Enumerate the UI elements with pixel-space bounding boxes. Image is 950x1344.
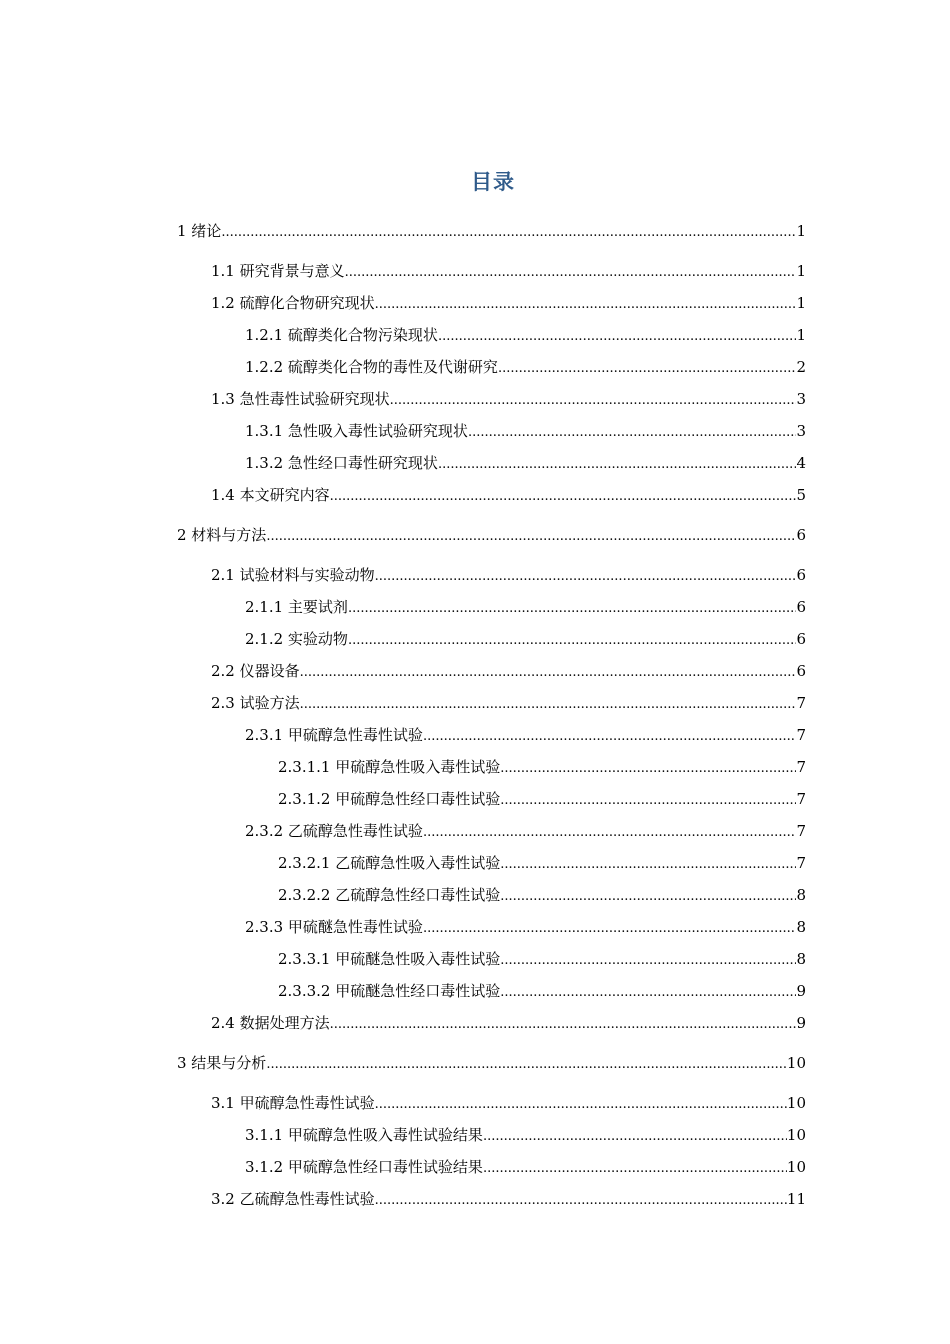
- toc-page-number: 8: [796, 950, 806, 968]
- toc-page-number: 11: [786, 1190, 806, 1208]
- toc-entry-text: 2.3.1.1 甲硫醇急性吸入毒性试验: [278, 758, 501, 776]
- toc-leader: [500, 790, 796, 812]
- toc-entry-text: 2.3 试验方法: [211, 694, 300, 712]
- toc-entry[interactable]: [211, 1188, 806, 1210]
- toc-entry[interactable]: [211, 564, 806, 586]
- toc-page-number: 6: [796, 598, 806, 616]
- toc-leader: [498, 358, 797, 380]
- toc-leader: [500, 758, 796, 780]
- toc-entry-text: 2.3.2.2 乙硫醇急性经口毒性试验: [278, 886, 501, 904]
- toc-page-number: 1: [796, 326, 806, 344]
- toc-entry-text: 1.4 本文研究内容: [211, 486, 330, 504]
- toc-page-number: 5: [796, 486, 806, 504]
- toc-leader: [423, 726, 797, 748]
- toc-leader: [375, 1094, 787, 1116]
- toc-page-number: 7: [796, 726, 806, 744]
- toc-page-number: 7: [796, 758, 806, 776]
- toc-page-number: 6: [796, 662, 806, 680]
- toc-entry[interactable]: [211, 1012, 806, 1034]
- toc-leader: [330, 486, 797, 508]
- toc-page-number: 6: [796, 526, 806, 544]
- toc-entry[interactable]: [245, 1156, 806, 1178]
- toc-entry[interactable]: [211, 692, 806, 714]
- toc-leader: [500, 854, 796, 876]
- toc-entry[interactable]: [177, 1052, 806, 1074]
- toc-entry-text: 2.3.2 乙硫醇急性毒性试验: [245, 822, 423, 840]
- toc-leader: [375, 1190, 787, 1212]
- page-title: 目录: [471, 170, 515, 194]
- toc-entry[interactable]: [278, 884, 806, 906]
- toc-entry-text: 2.4 数据处理方法: [211, 1014, 330, 1032]
- toc-page-number: 10: [786, 1158, 806, 1176]
- toc-page-number: 10: [786, 1126, 806, 1144]
- toc-entry-text: 2.3.3 甲硫醚急性毒性试验: [245, 918, 423, 936]
- toc-entry[interactable]: [211, 292, 806, 314]
- toc-entry-text: 1 绪论: [177, 222, 222, 240]
- toc-entry[interactable]: [245, 628, 806, 650]
- toc-leader: [330, 1014, 797, 1036]
- toc-page-number: 3: [796, 422, 806, 440]
- toc-entry-text: 2.3.1 甲硫醇急性毒性试验: [245, 726, 423, 744]
- toc-page-number: 6: [796, 630, 806, 648]
- toc-entry[interactable]: [245, 1124, 806, 1146]
- toc-page-number: 3: [796, 390, 806, 408]
- toc-entry[interactable]: [278, 788, 806, 810]
- toc-entry[interactable]: [278, 852, 806, 874]
- toc-entry[interactable]: [245, 452, 806, 474]
- toc-entry[interactable]: [211, 388, 806, 410]
- toc-entry-text: 3.1 甲硫醇急性毒性试验: [211, 1094, 375, 1112]
- toc-entry-text: 2.1.1 主要试剂: [245, 598, 348, 616]
- toc-entry-text: 1.3.1 急性吸入毒性试验研究现状: [245, 422, 468, 440]
- toc-leader: [300, 662, 797, 684]
- toc-entry-text: 2.3.3.1 甲硫醚急性吸入毒性试验: [278, 950, 501, 968]
- toc-page-number: 1: [796, 294, 806, 312]
- toc-leader: [483, 1158, 787, 1180]
- toc-leader: [438, 454, 797, 476]
- toc-entry-text: 3.2 乙硫醇急性毒性试验: [211, 1190, 375, 1208]
- toc-leader: [375, 566, 797, 588]
- toc-entry-text: 3.1.2 甲硫醇急性经口毒性试验结果: [245, 1158, 483, 1176]
- toc-leader: [390, 390, 797, 412]
- toc-leader: [348, 630, 797, 652]
- toc-page-number: 8: [796, 886, 806, 904]
- toc-page-number: 7: [796, 790, 806, 808]
- toc-entry[interactable]: [245, 820, 806, 842]
- toc-entry-text: 1.3.2 急性经口毒性研究现状: [245, 454, 438, 472]
- toc-entry-text: 1.1 研究背景与意义: [211, 262, 345, 280]
- toc-entry[interactable]: [245, 596, 806, 618]
- toc-leader: [438, 326, 797, 348]
- toc-leader: [500, 886, 796, 908]
- toc-leader: [468, 422, 797, 444]
- toc-entry-text: 2.2 仪器设备: [211, 662, 300, 680]
- toc-entry-text: 2 材料与方法: [177, 526, 267, 544]
- toc-entry-text: 2.1 试验材料与实验动物: [211, 566, 375, 584]
- toc-page-number: 7: [796, 694, 806, 712]
- toc-page-number: 4: [796, 454, 806, 472]
- toc-entry-text: 1.2.2 硫醇类化合物的毒性及代谢研究: [245, 358, 498, 376]
- toc-leader: [345, 262, 797, 284]
- toc-leader: [266, 526, 796, 548]
- toc-page-number: 1: [796, 262, 806, 280]
- toc-entry[interactable]: [211, 260, 806, 282]
- toc-entry[interactable]: [245, 724, 806, 746]
- toc-page-number: 7: [796, 822, 806, 840]
- toc-entry[interactable]: [245, 420, 806, 442]
- toc-entry-text: 3.1.1 甲硫醇急性吸入毒性试验结果: [245, 1126, 483, 1144]
- toc-entry-text: 3 结果与分析: [177, 1054, 267, 1072]
- toc-page-number: 9: [796, 1014, 806, 1032]
- toc-leader: [423, 822, 797, 844]
- toc-entry[interactable]: [278, 980, 806, 1002]
- toc-entry-text: 1.3 急性毒性试验研究现状: [211, 390, 390, 408]
- toc-entry[interactable]: [245, 324, 806, 346]
- toc-leader: [300, 694, 797, 716]
- toc-leader: [221, 222, 796, 244]
- toc-leader: [500, 950, 796, 972]
- toc-page-number: 2: [796, 358, 806, 376]
- toc-entry[interactable]: [245, 356, 806, 378]
- toc-page-number: 10: [786, 1054, 806, 1072]
- toc-entry[interactable]: [177, 220, 806, 242]
- toc-leader: [266, 1054, 787, 1076]
- toc-entry-text: 1.2 硫醇化合物研究现状: [211, 294, 375, 312]
- toc-entry-text: 2.1.2 实验动物: [245, 630, 348, 648]
- toc-entry[interactable]: [278, 756, 806, 778]
- toc-page-number: 7: [796, 854, 806, 872]
- toc-entry[interactable]: [278, 948, 806, 970]
- toc-page-number: 8: [796, 918, 806, 936]
- toc-leader: [375, 294, 797, 316]
- toc-entry[interactable]: [211, 660, 806, 682]
- toc-page-number: 6: [796, 566, 806, 584]
- toc-page-number: 10: [786, 1094, 806, 1112]
- toc-entry-text: 2.3.3.2 甲硫醚急性经口毒性试验: [278, 982, 501, 1000]
- toc-entry[interactable]: [245, 916, 806, 938]
- toc-page-number: 1: [796, 222, 806, 240]
- toc-entry-text: 1.2.1 硫醇类化合物污染现状: [245, 326, 438, 344]
- toc-leader: [500, 982, 796, 1004]
- toc-entry[interactable]: [211, 484, 806, 506]
- toc-leader: [483, 1126, 787, 1148]
- toc-entry[interactable]: [177, 524, 806, 546]
- toc-entry-text: 2.3.1.2 甲硫醇急性经口毒性试验: [278, 790, 501, 808]
- toc-leader: [423, 918, 797, 940]
- toc-entry-text: 2.3.2.1 乙硫醇急性吸入毒性试验: [278, 854, 501, 872]
- toc-leader: [348, 598, 797, 620]
- toc-page-number: 9: [796, 982, 806, 1000]
- toc-entry[interactable]: [211, 1092, 806, 1114]
